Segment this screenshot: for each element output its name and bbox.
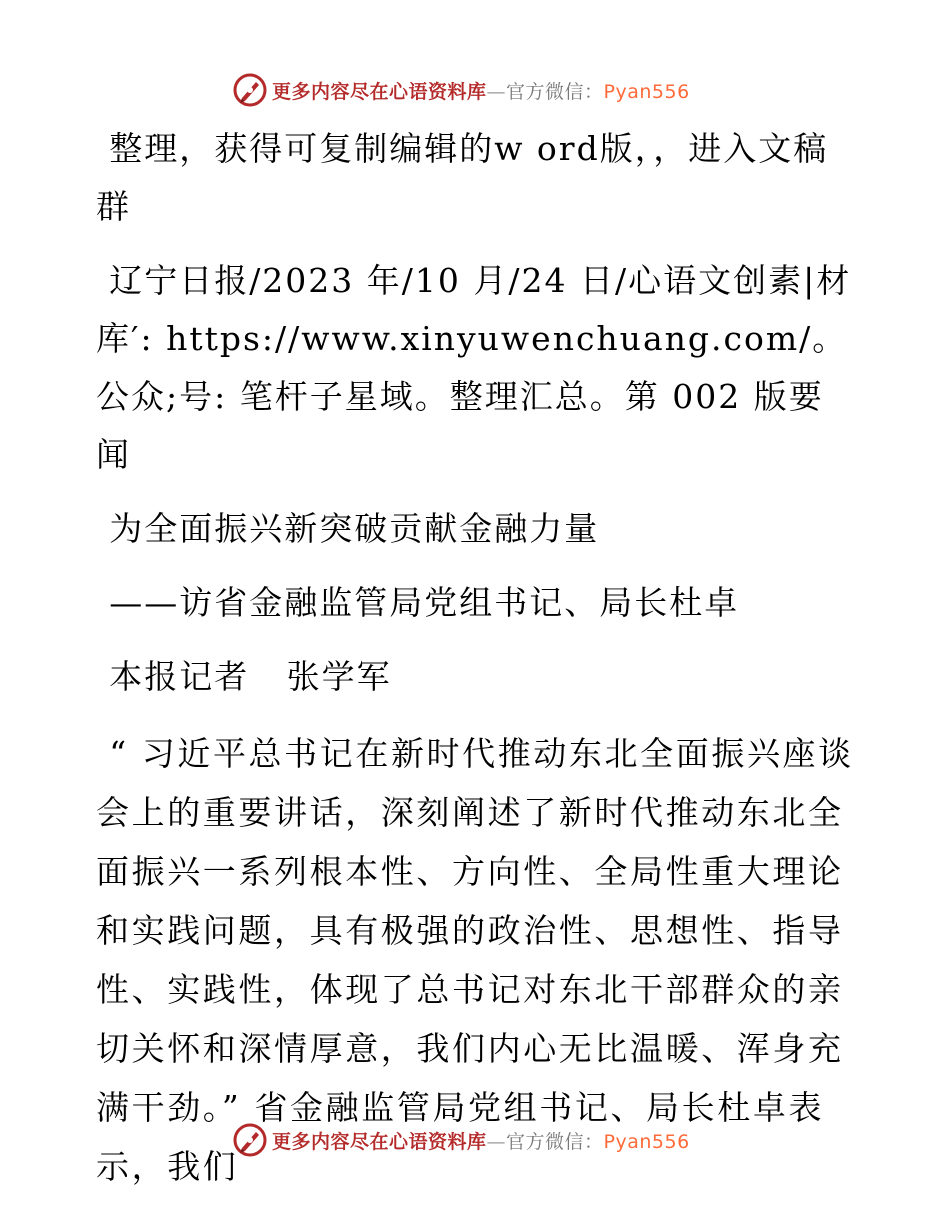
header-watermark-banner [232, 70, 712, 110]
article-subtitle: ——访省金融监管局党组书记、局长杜卓 [109, 583, 740, 622]
watermark-text [272, 77, 690, 104]
document-content [96, 120, 856, 1212]
article-title: 为全面振兴新突破贡献金融力量 [109, 509, 600, 548]
footer-watermark-banner [232, 1120, 712, 1160]
article-body: “ 习近平总书记在新时代推动东北全面振兴座谈会上的重要讲话，深刻阐述了新时代推动东北全面振兴一系列根本性、方向性、全局性重大理论和实践问题，具有极强的政治性、思想性、指导性、实践性，体现了总书记对东北干部群众的亲切关怀和深情厚意，我们内心无比温暖、浑身充满干劲。” 省金融监管局党组书记、局长杜卓表示，我们 [96, 734, 854, 1186]
watermark-site-text: 更多内容尽在心语资料库 [272, 1130, 487, 1153]
watermark-official-label: 官方微信： [506, 1130, 604, 1153]
watermark-site-text: 更多内容尽在心语资料库 [272, 80, 487, 103]
watermark-dash: — [486, 80, 507, 103]
watermark-wechat-id: Pyan556 [603, 80, 690, 103]
source-info: 辽宁日报/2023 年/10 月/24 日/心语文创素|材库′: https://www.xinyuwenchuang.com/。公众;号: 笔杆子星域。整理汇总。第 002 版要闻 [96, 261, 852, 474]
intro-line: 整理，获得可复制编辑的w ord版，，进入文稿群 [96, 129, 829, 226]
pen-circle-icon [232, 1122, 268, 1158]
pen-circle-icon [232, 72, 268, 108]
watermark-dash: — [486, 1130, 507, 1153]
watermark-text [272, 1127, 690, 1154]
watermark-official-label: 官方微信： [506, 80, 604, 103]
article-byline: 本报记者 张学军 [109, 657, 392, 696]
watermark-wechat-id: Pyan556 [603, 1130, 690, 1153]
